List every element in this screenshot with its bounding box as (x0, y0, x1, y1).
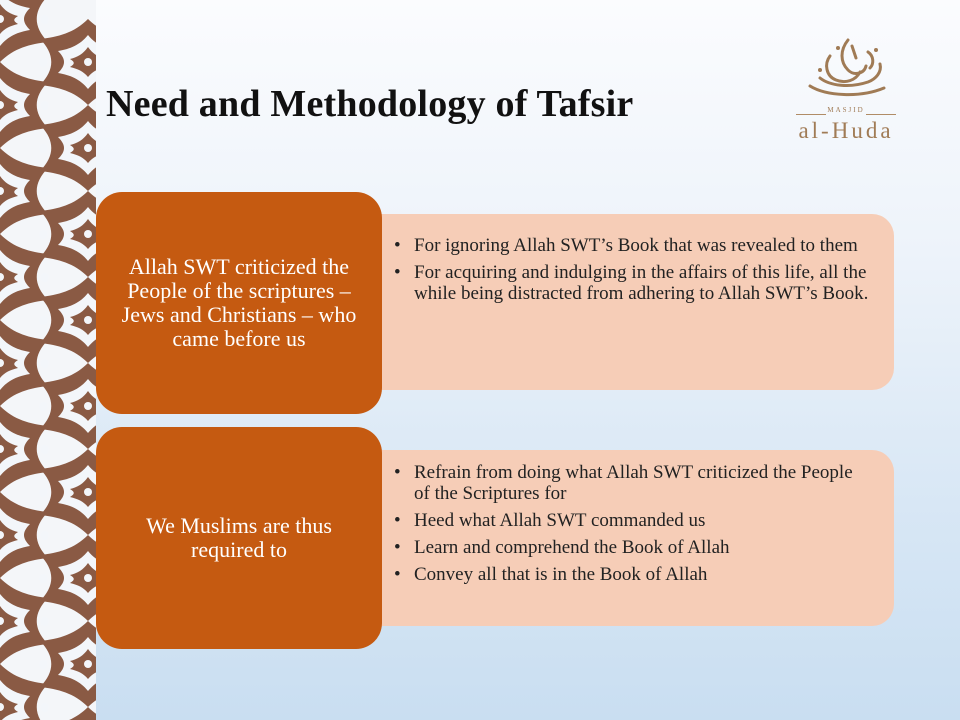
masjid-logo (790, 36, 902, 152)
logo-divider-left (796, 114, 826, 115)
bullet-item: • Refrain from doing what Allah SWT criticized the People of the Scriptures for (392, 462, 870, 504)
logo-masjid-text: MASJID (827, 106, 865, 114)
bullet-item: • Learn and comprehend the Book of Allah (392, 537, 870, 558)
section-1-panel (300, 214, 894, 390)
arabic-calligraphy-logo-icon (790, 36, 902, 106)
bullet-item: • For acquiring and indulging in the affairs of this life, all the while being distracted from adhering to Allah SWT’s Book. (392, 262, 870, 304)
section-1-label-text: Allah SWT criticized the People of the scriptures – Jews and Christians – who came before us (121, 254, 357, 351)
logo-name: al-Huda (798, 118, 894, 143)
logo-divider-right (866, 114, 896, 115)
section-2-bullet-list (392, 462, 870, 591)
bullet-item: • Convey all that is in the Book of Allah (392, 564, 870, 585)
bullet-item: • For ignoring Allah SWT’s Book that was revealed to them (392, 235, 870, 256)
section-1-label (96, 192, 382, 414)
bullet-item: • Heed what Allah SWT commanded us (392, 510, 870, 531)
section-2-label-text: We Muslims are thus required to (146, 513, 332, 562)
decorative-border (0, 0, 96, 720)
arabesque-pattern-icon (0, 0, 96, 720)
section-2-panel (300, 450, 894, 626)
section-1-bullet-list (392, 235, 870, 310)
slide-title: Need and Methodology of Tafsir (106, 83, 634, 125)
section-2-label (96, 427, 382, 649)
